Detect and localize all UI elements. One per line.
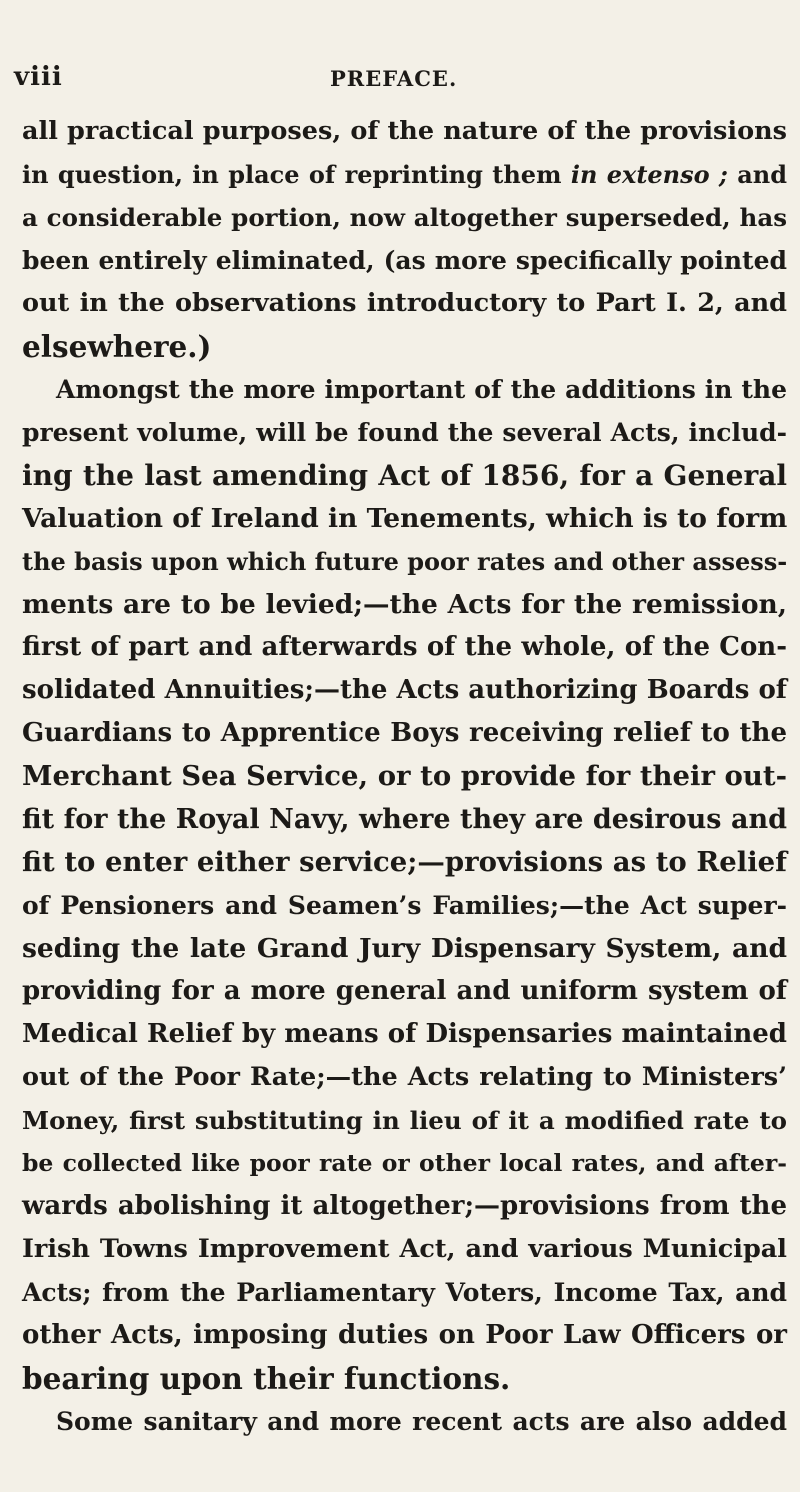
text-line: ing the last amending Act of 1856, for a General bbox=[22, 459, 787, 492]
text-line: of Pensioners and Seamen’s Families;—the Act super- bbox=[22, 891, 787, 920]
text-line: other Acts, imposing duties on Poor Law Officers or bbox=[22, 1320, 787, 1350]
text-line bbox=[22, 153, 787, 196]
text-run: and bbox=[727, 160, 787, 189]
text-line: Some sanitary and more recent acts are also added bbox=[56, 1407, 787, 1436]
text-line: all practical purposes, of the nature of the provisions bbox=[22, 116, 787, 146]
text-line: wards abolishing it altogether;—provisions from the bbox=[22, 1191, 787, 1221]
text-line: present volume, will be found the several Acts, includ- bbox=[22, 418, 787, 447]
text-line: fit to enter either service;—provisions as to Relief bbox=[22, 846, 787, 878]
text-run: in question, in place of reprinting them bbox=[22, 160, 571, 189]
text-line: elsewhere.) bbox=[22, 329, 212, 364]
text-line: first of part and afterwards of the whole, of the Con- bbox=[22, 632, 787, 662]
text-line: Valuation of Ireland in Tenements, which is to form bbox=[22, 503, 788, 534]
text-line: a considerable portion, now altogether superseded, has bbox=[22, 203, 787, 232]
body-text bbox=[22, 110, 787, 1443]
text-line: solidated Annuities;—the Acts authorizing Boards of bbox=[22, 675, 787, 705]
text-line: ments are to be levied;—the Acts for the remission, bbox=[22, 589, 787, 620]
text-line: Medical Relief by means of Dispensaries maintained bbox=[22, 1019, 787, 1049]
text-line: providing for a more general and uniform system of bbox=[22, 976, 787, 1006]
text-line: bearing upon their functions. bbox=[22, 1361, 511, 1396]
text-line: Amongst the more important of the additions in the bbox=[56, 375, 787, 404]
text-line: Money, first substituting in lieu of it a modified rate to bbox=[22, 1106, 787, 1135]
text-line: out of the Poor Rate;—the Acts relating to Ministers’ bbox=[22, 1062, 787, 1092]
page-number: viii bbox=[14, 62, 63, 92]
running-head: PREFACE. bbox=[330, 66, 458, 91]
text-line: been entirely eliminated, (as more specifically pointed bbox=[22, 246, 787, 275]
text-line: Guardians to Apprentice Boys receiving relief to the bbox=[22, 718, 787, 748]
text-line: seding the late Grand Jury Dispensary System, and bbox=[22, 933, 787, 964]
text-line: be collected like poor rate or other local rates, and after- bbox=[22, 1149, 787, 1177]
text-line: Merchant Sea Service, or to provide for their out- bbox=[22, 760, 787, 792]
text-line: out in the observations introductory to Part I. 2, and bbox=[22, 288, 787, 318]
text-line: the basis upon which future poor rates and other assess- bbox=[22, 547, 788, 576]
text-line: Irish Towns Improvement Act, and various Municipal bbox=[22, 1234, 787, 1264]
text-line: Acts; from the Parliamentary Voters, Income Tax, and bbox=[22, 1278, 787, 1307]
text-line: fit for the Royal Navy, where they are desirous and bbox=[22, 804, 787, 835]
italic-phrase: in extenso ; bbox=[570, 160, 728, 189]
